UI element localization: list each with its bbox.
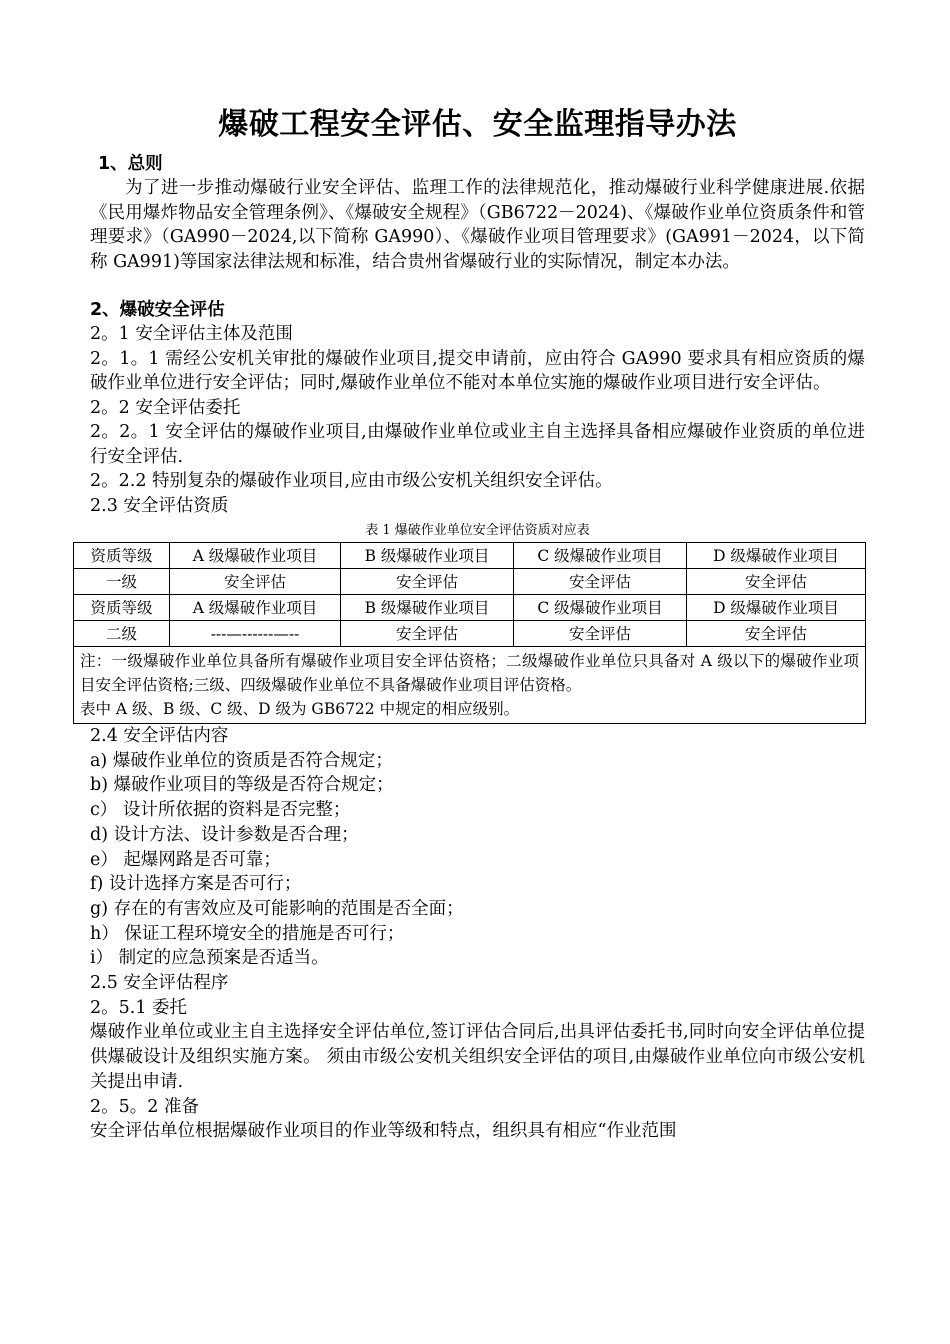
section-heading-general: 1、总则 bbox=[98, 154, 163, 174]
table-cell: A 级爆破作业项目 bbox=[170, 595, 341, 621]
clause-2-5-2-text: 安全评估单位根据爆破作业项目的作业等级和特点，组织具有相应“作业范围 bbox=[90, 1121, 677, 1142]
table-cell: 资质等级 bbox=[74, 543, 170, 569]
table-cell: 安全评估 bbox=[341, 621, 514, 647]
table-cell: C 级爆破作业项目 bbox=[514, 595, 687, 621]
table-note-2: 表中 A 级、B 级、C 级、D 级为 GB6722 中规定的相应级别。 bbox=[80, 700, 520, 718]
list-item: d) 设计方法、设计参数是否合理； bbox=[90, 824, 359, 845]
clause-2-5-2: 2。5。2 准备 bbox=[90, 1096, 199, 1117]
table-cell: C 级爆破作业项目 bbox=[514, 543, 687, 569]
table-cell: B 级爆破作业项目 bbox=[341, 595, 514, 621]
list-item: h） 保证工程环境安全的措施是否可行； bbox=[90, 923, 405, 944]
list-item: c） 设计所依据的资料是否完整； bbox=[90, 800, 351, 821]
assessment-procedure-section bbox=[90, 971, 865, 1144]
table-cell: B 级爆破作业项目 bbox=[341, 543, 514, 569]
clause-2-1-1: 2。1。1 需经公安机关审批的爆破作业项目,提交申请前，应由符合 GA990 要求具有相应资质的爆破作业单位进行安全评估；同时,爆破作业单位不能对本单位实施的爆破作业项目进行安全评估。 bbox=[90, 348, 865, 393]
table-cell: 安全评估 bbox=[687, 621, 866, 647]
table-row bbox=[74, 543, 866, 569]
table-cell: D 级爆破作业项目 bbox=[687, 595, 866, 621]
subsection-2-2: 2。2 安全评估委托 bbox=[90, 397, 241, 418]
table-row bbox=[74, 569, 866, 595]
table-note bbox=[74, 647, 866, 724]
table-cell: 安全评估 bbox=[514, 621, 687, 647]
table-row bbox=[74, 621, 866, 647]
table-caption: 表 1 爆破作业单位安全评估资质对应表 bbox=[365, 523, 590, 538]
table-cell: D 级爆破作业项目 bbox=[687, 543, 866, 569]
section-heading-safety-assessment: 2、爆破安全评估 bbox=[90, 300, 225, 320]
general-paragraph: 为了进一步推动爆破行业安全评估、监理工作的法律规范化，推动爆破行业科学健康进展.依据《民用爆炸物品安全管理条例》、《爆破安全规程》（GB6722－2024)、《爆破作业单位资质条件和管理要求》（GA990－2024,以下简称 GA990）、《爆破作业项目管理要求》(GA991－2024，以下简称 GA991)等国家法律法规和标准，结合贵州省爆破行业的实际情况，制定本办法。 bbox=[90, 178, 865, 272]
clause-2-2-2: 2。2.2 特别复杂的爆破作业项目,应由市级公安机关组织安全评估。 bbox=[90, 471, 613, 491]
table-cell: A 级爆破作业项目 bbox=[170, 543, 341, 569]
table-note-1: 注：一级爆破作业单位具备所有爆破作业项目安全评估资格；二级爆破作业单位只具备对 A 级以下的爆破作业项目安全评估资格;三级、四级爆破作业单位不具备爆破作业项目评估资格。 bbox=[80, 652, 859, 694]
table-cell: 安全评估 bbox=[170, 569, 341, 595]
list-item: g) 存在的有害效应及可能影响的范围是否全面； bbox=[90, 898, 464, 919]
table-cell: 安全评估 bbox=[687, 569, 866, 595]
table-cell: 安全评估 bbox=[341, 569, 514, 595]
assessment-content-section bbox=[90, 724, 865, 971]
document-page bbox=[80, 100, 865, 1144]
list-item: e） 起爆网路是否可靠； bbox=[90, 849, 281, 870]
list-item: a) 爆破作业单位的资质是否符合规定； bbox=[90, 750, 393, 771]
clause-2-2-1: 2。2。1 安全评估的爆破作业项目,由爆破作业单位或业主自主选择具备相应爆破作业资质的单位进行安全评估. bbox=[90, 422, 865, 467]
clause-2-5-1-text: 爆破作业单位或业主自主选择安全评估单位,签订评估合同后,出具评估委托书,同时向安全评估单位提供爆破设计及组织实施方案。 须由市级公安机关组织安全评估的项目,由爆破作业单位向市级公安机关提出申请. bbox=[90, 1022, 865, 1092]
list-item: b) 爆破作业项目的等级是否符合规定； bbox=[90, 775, 394, 796]
list-item: f) 设计选择方案是否可行； bbox=[90, 874, 302, 895]
table-cell: 一级 bbox=[74, 569, 170, 595]
list-item: i） 制定的应急预案是否适当。 bbox=[90, 948, 329, 969]
table-cell: 二级 bbox=[74, 621, 170, 647]
table-cell: 资质等级 bbox=[74, 595, 170, 621]
table-note-row bbox=[74, 647, 866, 724]
subsection-2-5: 2.5 安全评估程序 bbox=[90, 973, 229, 994]
subsection-2-3: 2.3 安全评估资质 bbox=[90, 495, 229, 516]
subsection-2-4: 2.4 安全评估内容 bbox=[90, 726, 229, 746]
subsection-2-1: 2。1 安全评估主体及范围 bbox=[90, 324, 293, 344]
qualification-table bbox=[73, 542, 866, 724]
table-cell: 安全评估 bbox=[514, 569, 687, 595]
table-row bbox=[74, 595, 866, 621]
clause-2-5-1: 2。5.1 委托 bbox=[90, 997, 188, 1018]
spacer bbox=[90, 274, 865, 298]
table-cell: ---—------—-- bbox=[170, 621, 341, 647]
document-title: 爆破工程安全评估、安全监理指导办法 bbox=[218, 107, 737, 142]
